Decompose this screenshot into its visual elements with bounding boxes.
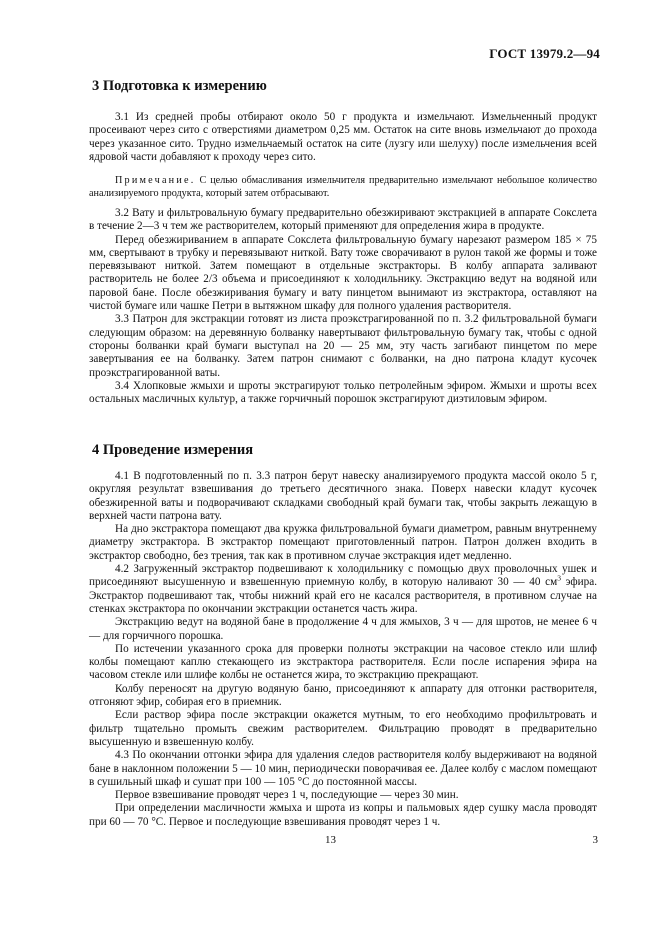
section-3-body bbox=[89, 207, 597, 406]
p43-text-after: эфира. Экстрактор подвешивают так, чтобы нижний край его не касался растворителя, в противном случае на стенках экстрактора по окончании экстракции останется часть жира. bbox=[89, 576, 597, 615]
section-4-paragraph-5: По истечении указанного срока для проверки полноты экстракции на часовое стекло или шлиф колбы помещают каплю стекающего из экстрактора растворителя. Если после испарения эфира на часовом стекле или шлифе колбы не останется жира, то экстракцию прекращают. bbox=[89, 642, 597, 682]
fraction-two-thirds: 2/3 bbox=[203, 273, 218, 286]
section-4-paragraph-6: Колбу переносят на другую водяную баню, присоединяют к аппарату для отгонки растворителя, отгоняют эфир, собирая его в приемник. bbox=[89, 682, 597, 709]
section-3-paragraph-5: 3.4 Хлопковые жмыхи и шроты экстрагируют только петролейным эфиром. Жмыхи и шроты всех остальных масличных культур, а также горчичный порошок экстрагируют диэтиловым эфиром. bbox=[89, 379, 597, 406]
p43-text-before: 4.2 Загруженный экстрактор подвешивают к холодильнику с помощью двух проволочных ушек и присоединяют высушенную и взвешенную приемную колбу, в которую наливают 30 — 40 см bbox=[89, 563, 597, 589]
section-3-paragraph-4: 3.3 Патрон для экстракции готовят из листа проэкстрагированной по п. 3.2 фильтровальной бумаги следующим образом: на деревянную болванку навертывают фильтровальную бумагу так, чтобы с одной стороны болванки край бумаги выступал на 20 — 25 мм, эту часть загибают пинцетом по мере завертывания ее на болванку. Затем патрон снимают с болванки, на дно патрона кладут кусочек проэкстрагированной ваты. bbox=[89, 313, 597, 379]
section-4-paragraph-2: На дно экстрактора помещают два кружка фильтровальной бумаги диаметром, равным внутреннему диаметру экстрактора. В экстрактор помещают приготовленный патрон. Патрон должен входить в экстрактор свободно, без трения, так как в противном случае экстракция идет медленно. bbox=[89, 523, 597, 562]
section-4-paragraph-9: Первое взвешивание проводят через 1 ч, последующие — через 30 мин. bbox=[115, 789, 459, 802]
p3-text-after: объема и присоединяют к холодильнику. Экстракцию ведут на водяной или паровой бане. После обезжиривания бумагу и вату пинцетом вынимают из экстрактора, оставляют на чистой бумаге или чашке Петри в вытяжном шкафу для полного удаления растворителя. bbox=[89, 273, 597, 313]
section-3-title: 3 Подготовка к измерению bbox=[92, 78, 267, 94]
note-block bbox=[89, 174, 597, 200]
section-4-body bbox=[89, 470, 597, 829]
section-3-paragraph-1: 3.1 Из средней пробы отбирают около 50 г продукта и измельчают. Измельченный продукт просеивают через сито с отверстиями диаметром 0,25 мм. Остаток на сите вновь измельчают до прохода через указанное сито. Трудно измельчаемый остаток на сите (лузгу или шелуху) после измельчения всей ядровой части добавляют к проходу через сито. bbox=[89, 111, 597, 163]
section-4-paragraph-1: 4.1 В подготовленный по п. 3.3 патрон берут навеску анализируемого продукта массой около 5 г, округляя результат взвешивания до третьего десятичного знака. Поверх навески кладут кусочек обезжиренной ваты и подворачивают складками свободный край бумаги так, чтобы закрыть лежащую в верхней части патрона вату. bbox=[89, 470, 597, 522]
section-4-title: 4 Проведение измерения bbox=[92, 442, 254, 458]
page-number-right: 3 bbox=[592, 834, 598, 846]
section-4-paragraph-8: 4.3 По окончании отгонки эфира для удаления следов растворителя колбу выдерживают на водяной бане в наклонном положении 5 — 10 мин, периодически поворачивая ее. Далее колбу с маслом помещают в сушильный шкаф и сушат при 100 — 105 °С до постоянной массы. bbox=[89, 749, 597, 788]
section-3-paragraph-2: 3.2 Вату и фильтровальную бумагу предварительно обезжиривают экстракцией в аппарате Сокслета в течение 2—3 ч тем же растворителем, который применяют для определения жира в продукте. bbox=[89, 207, 597, 233]
section-3-paragraph-3 bbox=[89, 234, 597, 314]
p3-text-before: Перед обезжириванием в аппарате Сокслета фильтровальную бумагу нарезают размером 185 × 75 мм, свертывают в трубку и перевязывают ниткой. Вату тоже сворачивают в рулон такой же формы и тоже перевязывают ниткой. Затем помещают в отдельные экстракторы. В колбу аппарата заливают растворитель не более bbox=[89, 233, 597, 286]
section-4-paragraph-7: Если раствор эфира после экстракции окажется мутным, то его необходимо профильтровать и фильтр тщательно промыть свежим растворителем. Фильтрацию проводят в предварительно высушенную и взвешенную колбу. bbox=[89, 709, 597, 748]
section-4-paragraph-4: Экстракцию ведут на водяной бане в продолжение 4 ч для жмыхов, 3 ч — для шротов, не менее 6 ч — для горчичного порошка. bbox=[89, 616, 597, 642]
section-4-paragraph-3 bbox=[89, 563, 597, 616]
section-4-paragraph-10: При определении масличности жмыха и шрота из копры и пальмовых ядер сушку масла проводят при 60 — 70 °С. Первое и последующие взвешивания проводят через 1 ч. bbox=[89, 802, 597, 828]
note-label: Примечание. bbox=[115, 175, 196, 186]
section-3-paragraph-1-block bbox=[89, 111, 597, 164]
note-paragraph bbox=[89, 174, 597, 200]
note-text: С целью обмасливания измельчителя предварительно измельчают небольшое количество анализируемого продукта, который затем отбрасывают. bbox=[89, 175, 597, 199]
standard-header: ГОСТ 13979.2—94 bbox=[489, 46, 600, 61]
page-number-center: 13 bbox=[325, 834, 336, 846]
cubic-superscript: 3 bbox=[557, 573, 561, 583]
